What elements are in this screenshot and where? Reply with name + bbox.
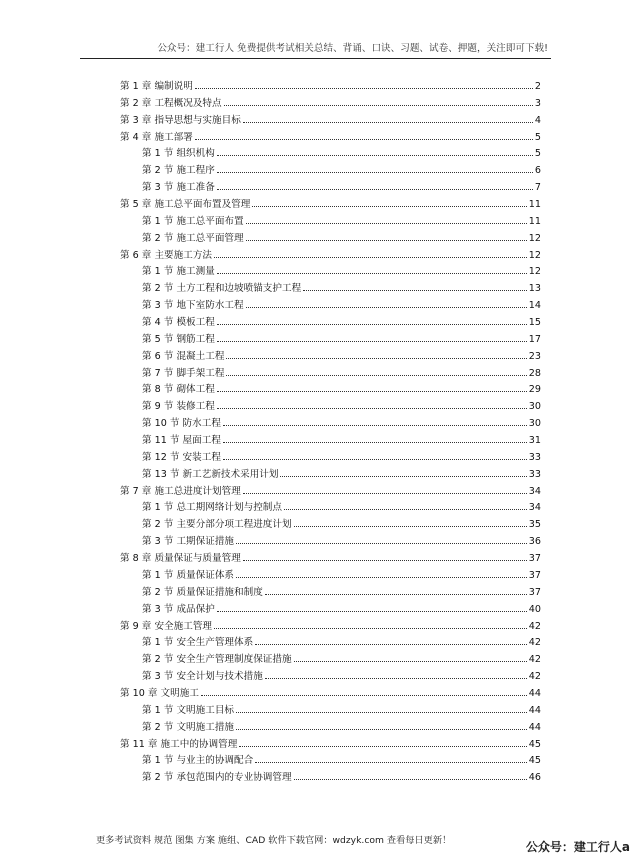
toc-leader-dots (255, 752, 527, 763)
toc-entry-title: 第 1 节 组织机构 (142, 148, 215, 160)
toc-chapter-row[interactable] (120, 483, 541, 500)
toc-entry-title: 第 3 章 指导思想与实施目标 (120, 114, 241, 126)
toc-page-number: 42 (528, 637, 541, 649)
toc-section-row[interactable] (120, 297, 541, 314)
toc-chapter-row[interactable] (120, 550, 541, 567)
toc-leader-dots (214, 618, 527, 629)
toc-page-number: 37 (528, 553, 541, 565)
toc-page-number: 3 (534, 97, 541, 109)
toc-leader-dots (217, 398, 527, 409)
toc-page-number: 12 (528, 266, 541, 278)
toc-entry-title: 第 4 章 施工部署 (120, 131, 193, 143)
toc-entry-title: 第 2 节 质量保证措施和制度 (142, 586, 263, 598)
toc-section-row[interactable] (120, 702, 541, 719)
toc-page-number: 33 (528, 468, 541, 480)
toc-entry-title: 第 2 节 文明施工措施 (142, 721, 235, 733)
toc-page-number: 30 (528, 401, 541, 413)
toc-leader-dots (223, 415, 527, 426)
toc-section-row[interactable] (120, 365, 541, 382)
toc-section-row[interactable] (120, 449, 541, 466)
toc-entry-title: 第 9 章 安全施工管理 (120, 620, 213, 632)
toc-leader-dots (223, 449, 527, 460)
toc-entry-title: 第 2 节 土方工程和边坡喷锚支护工程 (142, 283, 302, 295)
toc-entry-title: 第 3 节 施工准备 (142, 182, 215, 194)
toc-entry-title: 第 5 节 钢筋工程 (142, 333, 215, 345)
toc-entry-title: 第 4 节 模板工程 (142, 317, 215, 329)
toc-leader-dots (280, 466, 526, 477)
toc-entry-title: 第 2 节 承包范围内的专业协调管理 (142, 772, 292, 784)
toc-leader-dots (217, 263, 527, 274)
toc-section-row[interactable] (120, 533, 541, 550)
toc-entry-title: 第 2 节 主要分部分项工程进度计划 (142, 519, 292, 531)
toc-chapter-row[interactable] (120, 112, 541, 129)
toc-page-number: 17 (528, 333, 541, 345)
table-of-contents (120, 78, 541, 786)
toc-chapter-row[interactable] (120, 247, 541, 264)
toc-page-number: 42 (528, 620, 541, 632)
toc-page-number: 33 (528, 451, 541, 463)
toc-leader-dots (239, 736, 526, 747)
toc-page-number: 37 (528, 586, 541, 598)
toc-entry-title: 第 7 章 施工总进度计划管理 (120, 485, 241, 497)
toc-page-number: 28 (528, 367, 541, 379)
toc-leader-dots (265, 584, 527, 595)
toc-page-number: 7 (534, 182, 541, 194)
toc-leader-dots (226, 365, 526, 376)
toc-leader-dots (294, 516, 527, 527)
toc-leader-dots (217, 162, 533, 173)
toc-chapter-row[interactable] (120, 78, 541, 95)
toc-page-number: 2 (534, 81, 541, 92)
toc-entry-title: 第 1 节 文明施工目标 (142, 704, 235, 716)
toc-page-number: 5 (534, 148, 541, 160)
toc-section-row[interactable] (120, 668, 541, 685)
toc-leader-dots (294, 769, 527, 780)
toc-leader-dots (243, 483, 527, 494)
toc-entry-title: 第 1 节 总工期网络计划与控制点 (142, 502, 282, 514)
header-rule (80, 58, 551, 59)
toc-leader-dots (195, 129, 533, 140)
toc-entry-title: 第 3 节 安全计划与技术措施 (142, 671, 263, 683)
toc-section-row[interactable] (120, 145, 541, 162)
toc-entry-title: 第 10 章 文明施工 (120, 687, 199, 699)
toc-chapter-row[interactable] (120, 129, 541, 146)
toc-section-row[interactable] (120, 634, 541, 651)
toc-section-row[interactable] (120, 331, 541, 348)
toc-leader-dots (195, 78, 533, 89)
toc-entry-title: 第 1 节 质量保证体系 (142, 569, 235, 581)
toc-chapter-row[interactable] (120, 685, 541, 702)
toc-entry-title: 第 1 节 与业主的协调配合 (142, 755, 254, 767)
toc-page-number: 30 (528, 418, 541, 430)
toc-page-number: 34 (528, 502, 541, 514)
toc-page-number: 35 (528, 519, 541, 531)
toc-page-number: 31 (528, 435, 541, 447)
toc-leader-dots (246, 213, 527, 224)
toc-page-number: 45 (528, 755, 541, 767)
toc-entry-title: 第 9 节 装修工程 (142, 401, 215, 413)
toc-chapter-row[interactable] (120, 618, 541, 635)
toc-leader-dots (217, 331, 527, 342)
toc-leader-dots (243, 550, 527, 561)
toc-section-row[interactable] (120, 280, 541, 297)
toc-leader-dots (217, 179, 533, 190)
toc-entry-title: 第 2 节 施工总平面管理 (142, 232, 244, 244)
toc-leader-dots (236, 567, 527, 578)
toc-entry-title: 第 11 节 屋面工程 (142, 435, 221, 447)
toc-leader-dots (303, 280, 527, 291)
watermark: 公众号：建工行人a (525, 840, 630, 854)
toc-entry-title: 第 6 节 混凝土工程 (142, 350, 225, 362)
toc-leader-dots (236, 719, 527, 730)
toc-entry-title: 第 7 节 脚手架工程 (142, 367, 225, 379)
toc-leader-dots (217, 314, 527, 325)
toc-entry-title: 第 10 节 防水工程 (142, 418, 221, 430)
toc-page-number: 44 (528, 721, 541, 733)
toc-entry-title: 第 5 章 施工总平面布置及管理 (120, 199, 251, 211)
toc-page-number: 15 (528, 317, 541, 329)
page-header: 公众号：建工行人 免费提供考试相关总结、背诵、口诀、习题、试卷、押题，关注即可下载! (157, 43, 548, 54)
toc-leader-dots (223, 432, 527, 443)
toc-entry-title: 第 1 节 安全生产管理体系 (142, 637, 254, 649)
toc-section-row[interactable] (120, 179, 541, 196)
toc-entry-title: 第 3 节 工期保证措施 (142, 536, 235, 548)
toc-page-number: 42 (528, 654, 541, 666)
toc-section-row[interactable] (120, 752, 541, 769)
toc-section-row[interactable] (120, 381, 541, 398)
toc-leader-dots (217, 145, 533, 156)
toc-page-number: 12 (528, 232, 541, 244)
toc-entry-title: 第 6 章 主要施工方法 (120, 249, 213, 261)
toc-section-row[interactable] (120, 499, 541, 516)
toc-section-row[interactable] (120, 601, 541, 618)
toc-page-number: 13 (528, 283, 541, 295)
toc-section-row[interactable] (120, 584, 541, 601)
toc-entry-title: 第 12 节 安装工程 (142, 451, 221, 463)
toc-page-number: 11 (528, 199, 541, 211)
toc-leader-dots (201, 685, 527, 696)
toc-page-number: 37 (528, 569, 541, 581)
page-footer: 更多考试资料 规范 图集 方案 施组、CAD 软件下载官网：wdzyk.com 查看每日更新！ (96, 835, 452, 846)
toc-section-row[interactable] (120, 719, 541, 736)
toc-leader-dots (236, 533, 527, 544)
toc-leader-dots (243, 112, 533, 123)
toc-section-row[interactable] (120, 230, 541, 247)
toc-entry-title: 第 11 章 施工中的协调管理 (120, 738, 238, 750)
toc-section-row[interactable] (120, 263, 541, 280)
toc-page-number: 34 (528, 485, 541, 497)
toc-page-number: 42 (528, 671, 541, 683)
toc-leader-dots (217, 601, 527, 612)
toc-entry-title: 第 2 节 施工程序 (142, 165, 215, 177)
toc-leader-dots (226, 348, 526, 359)
toc-chapter-row[interactable] (120, 736, 541, 753)
toc-page-number: 46 (528, 772, 541, 784)
toc-entry-title: 第 3 节 地下室防水工程 (142, 300, 244, 312)
toc-entry-title: 第 3 节 成品保护 (142, 603, 215, 615)
toc-entry-title: 第 1 节 施工总平面布置 (142, 215, 244, 227)
toc-section-row[interactable] (120, 516, 541, 533)
toc-entry-title: 第 13 节 新工艺新技术采用计划 (142, 468, 279, 480)
toc-page-number: 45 (528, 738, 541, 750)
toc-entry-title: 第 2 节 安全生产管理制度保证措施 (142, 654, 292, 666)
toc-page-number: 5 (534, 131, 541, 143)
toc-leader-dots (284, 499, 527, 510)
toc-entry-title: 第 2 章 工程概况及特点 (120, 97, 222, 109)
toc-leader-dots (236, 702, 527, 713)
toc-section-row[interactable] (120, 567, 541, 584)
toc-leader-dots (265, 668, 527, 679)
toc-leader-dots (252, 196, 526, 207)
toc-section-row[interactable] (120, 415, 541, 432)
toc-leader-dots (214, 247, 527, 258)
toc-leader-dots (255, 634, 527, 645)
toc-chapter-row[interactable] (120, 196, 541, 213)
toc-leader-dots (246, 297, 527, 308)
toc-leader-dots (217, 381, 527, 392)
toc-page-number: 40 (528, 603, 541, 615)
toc-section-row[interactable] (120, 432, 541, 449)
toc-page-number: 14 (528, 300, 541, 312)
toc-leader-dots (294, 651, 527, 662)
toc-entry-title: 第 8 节 砌体工程 (142, 384, 215, 396)
toc-section-row[interactable] (120, 398, 541, 415)
toc-leader-dots (224, 95, 533, 106)
toc-section-row[interactable] (120, 162, 541, 179)
toc-section-row[interactable] (120, 466, 541, 483)
toc-page-number: 44 (528, 687, 541, 699)
toc-section-row[interactable] (120, 651, 541, 668)
toc-leader-dots (246, 230, 527, 241)
toc-page-number: 11 (528, 215, 541, 227)
toc-section-row[interactable] (120, 314, 541, 331)
toc-entry-title: 第 8 章 质量保证与质量管理 (120, 553, 241, 565)
toc-page-number: 36 (528, 536, 541, 548)
toc-page-number: 12 (528, 249, 541, 261)
toc-entry-title: 第 1 章 编制说明 (120, 81, 193, 92)
toc-page-number: 23 (528, 350, 541, 362)
toc-page-number: 4 (534, 114, 541, 126)
toc-page-number: 44 (528, 704, 541, 716)
toc-chapter-row[interactable] (120, 95, 541, 112)
toc-section-row[interactable] (120, 769, 541, 786)
toc-page-number: 29 (528, 384, 541, 396)
toc-section-row[interactable] (120, 213, 541, 230)
toc-section-row[interactable] (120, 348, 541, 365)
toc-page-number: 6 (534, 165, 541, 177)
toc-entry-title: 第 1 节 施工测量 (142, 266, 215, 278)
